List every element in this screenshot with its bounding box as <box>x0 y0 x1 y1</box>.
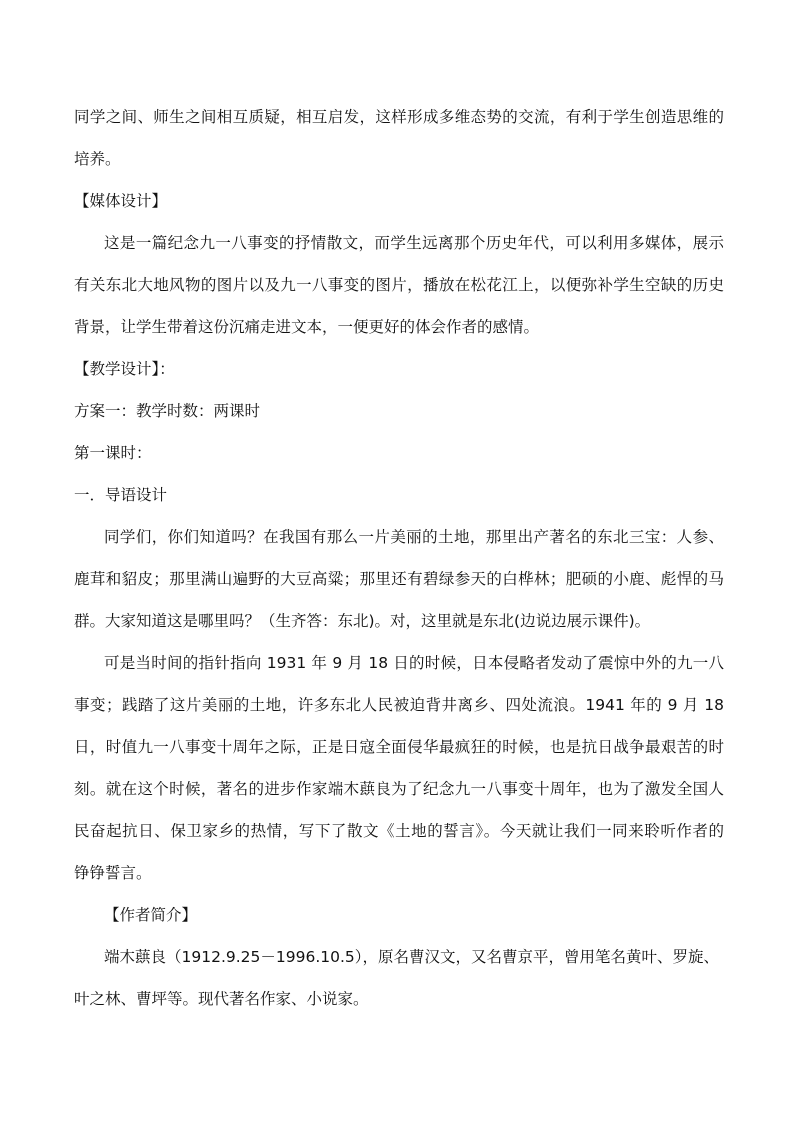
paragraph-line: 这是一篇纪念九一八事变的抒情散文，而学生远离那个历史年代，可以利用多媒体，展示 <box>104 234 724 252</box>
section-heading-author-intro: 【作者简介】 <box>104 906 198 924</box>
lesson-heading: 第一课时： <box>74 444 152 462</box>
section-heading-teaching-design: 【教学设计】： <box>74 360 175 378</box>
paragraph-line: 事变；践踏了这片美丽的土地，许多东北人民被迫背井离乡、四处流浪。1941 年的 9 月 18 <box>74 696 724 714</box>
plan-line: 方案一：教学时数：两课时 <box>74 402 261 420</box>
paragraph-line: 培养。 <box>74 150 121 168</box>
paragraph-line: 同学之间、师生之间相互质疑，相互启发，这样形成多维态势的交流，有利于学生创造思维的 <box>74 108 724 126</box>
paragraph-line: 日，时值九一八事变十周年之际，正是日寇全面侵华最疯狂的时候，也是抗日战争最艰苦的时 <box>74 738 724 756</box>
paragraph-line: 端木蕻良（1912.9.25－1996.10.5），原名曹汉文，又名曹京平，曾用笔名黄叶、罗旋、 <box>104 948 720 966</box>
paragraph-line: 背景，让学生带着这份沉痛走进文本，一便更好的体会作者的感情。 <box>74 318 540 336</box>
section-heading-media-design: 【媒体设计】 <box>74 192 168 210</box>
paragraph-line: 叶之林、曹坪等。现代著名作家、小说家。 <box>74 990 369 1008</box>
paragraph-line: 刻。就在这个时候，著名的进步作家端木蕻良为了纪念九一八事变十周年，也为了激发全国人 <box>74 780 724 798</box>
paragraph-line: 鹿茸和貂皮；那里满山遍野的大豆高粱；那里还有碧绿参天的白桦林；肥硕的小鹿、彪悍的马 <box>74 570 724 588</box>
paragraph-line: 同学们，你们知道吗？在我国有那么一片美丽的土地，那里出产著名的东北三宝：人参、 <box>104 528 724 546</box>
paragraph-line: 有关东北大地风物的图片以及九一八事变的图片，播放在松花江上，以便弥补学生空缺的历史 <box>74 276 724 294</box>
paragraph-line: 可是当时间的指针指向 1931 年 9 月 18 日的时候，日本侵略者发动了震惊中外的九一八 <box>104 654 724 672</box>
paragraph-line: 群。大家知道这是哪里吗？（生齐答：东北)。对，这里就是东北(边说边展示课件)。 <box>74 612 651 630</box>
paragraph-line: 铮铮誓言。 <box>74 864 152 882</box>
subsection-heading-intro: 一．导语设计 <box>74 486 168 504</box>
paragraph-line: 民奋起抗日、保卫家乡的热情，写下了散文《土地的誓言》。今天就让我们一同来聆听作者的 <box>74 822 724 840</box>
